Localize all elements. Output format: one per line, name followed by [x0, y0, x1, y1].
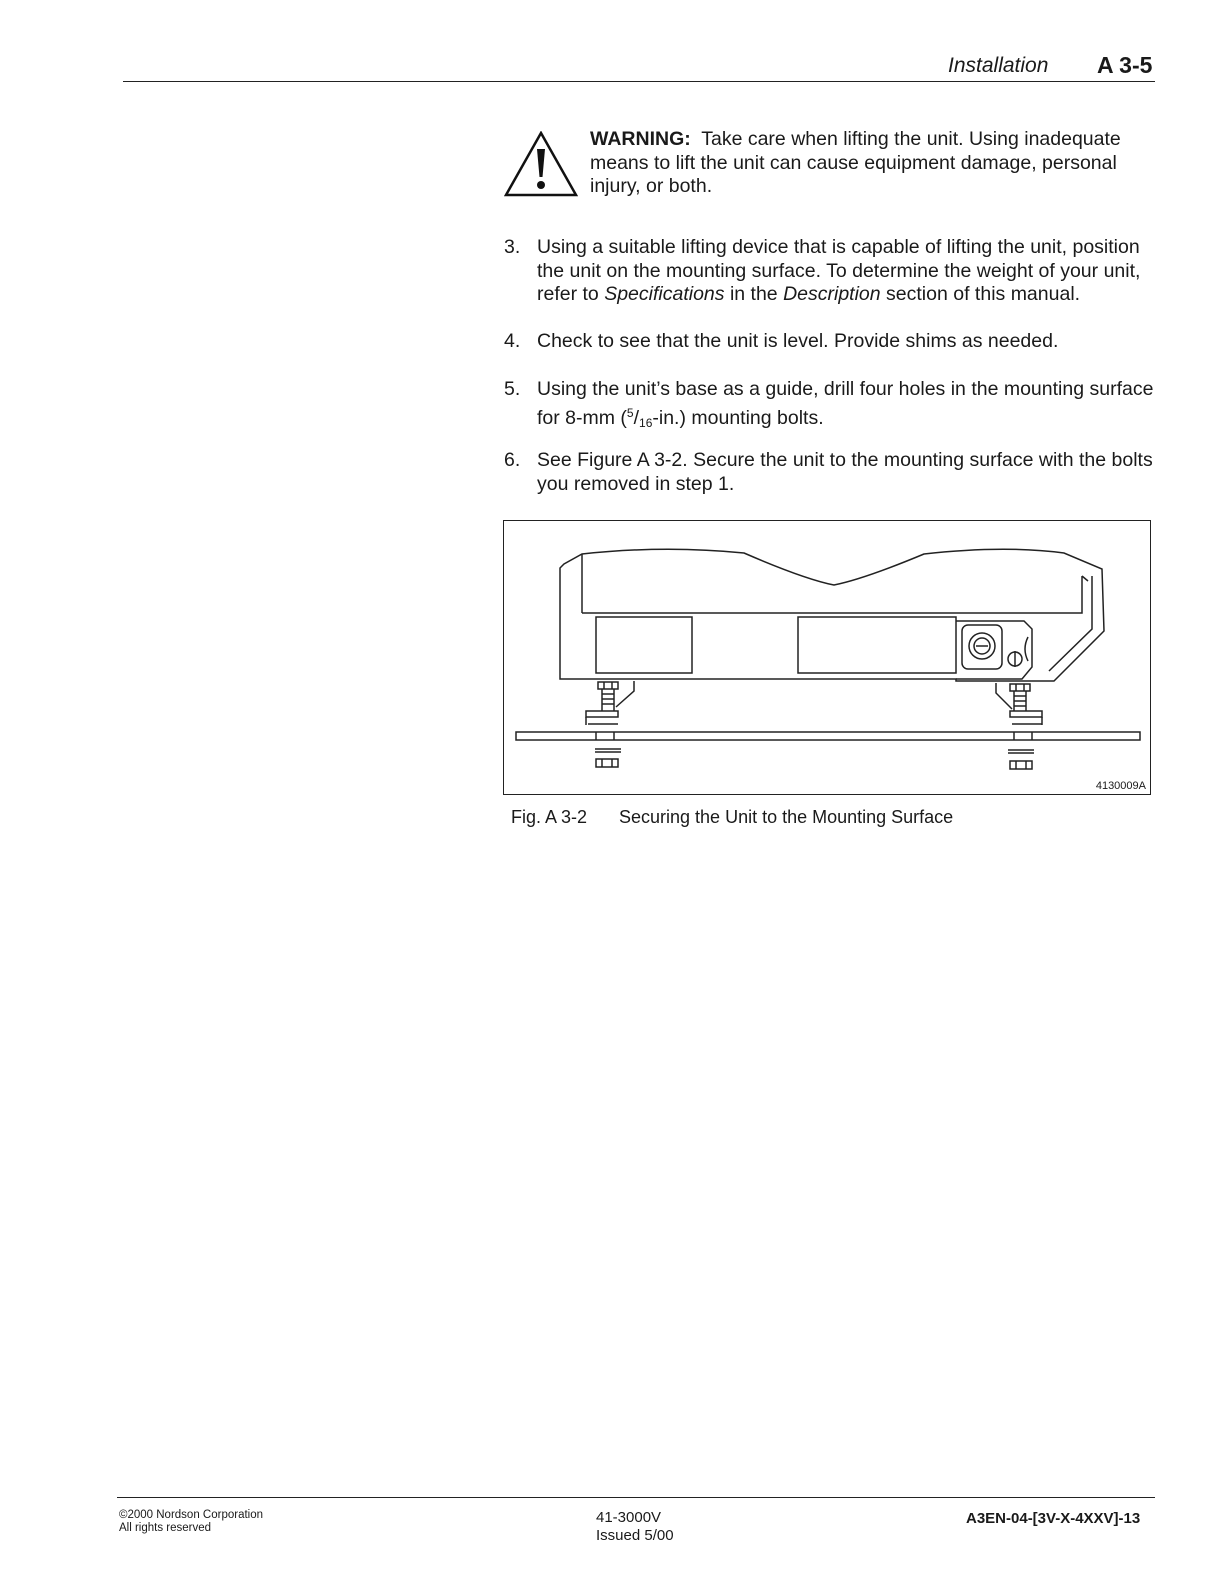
footer-issued: Issued 5/00	[596, 1527, 674, 1544]
step-text: Check to see that the unit is level. Provide shims as needed.	[537, 330, 1059, 352]
step-number: 6.	[504, 449, 521, 471]
figure-caption-label: Fig. A 3-2	[511, 807, 588, 827]
step-text-part: Using a suitable lifting device that is capable of lifting the unit, position the unit on the mounting surface. To determine the weight of your unit, refer to	[537, 236, 1141, 305]
step-text: See Figure A 3-2. Secure the unit to the mounting surface with the bolts you removed in step 1.	[537, 449, 1153, 495]
specifications-ref: Specifications	[604, 283, 725, 305]
figure-box	[503, 520, 1151, 795]
step-6	[504, 449, 1164, 496]
fraction-denominator: 16	[639, 415, 653, 430]
footer-copyright-block	[119, 1509, 263, 1535]
unit-mounting-illustration	[504, 521, 1152, 796]
footer-code: A3EN-04-[3V-X-4XXV]-13	[966, 1510, 1141, 1527]
warning-text	[590, 128, 1155, 199]
footer-doc-number: 41-3000V	[596, 1509, 662, 1526]
figure-id: 4130009A	[1095, 780, 1146, 792]
step-text-part: section of this manual.	[886, 283, 1081, 305]
footer-doc-block	[596, 1509, 674, 1545]
step-text	[537, 378, 1164, 435]
footer-copyright: ©2000 Nordson Corporation	[119, 1509, 264, 1521]
step-number: 3.	[504, 236, 521, 258]
step-text-part: -in.) mounting bolts.	[652, 406, 824, 429]
step-4	[504, 330, 1164, 354]
step-number: 4.	[504, 330, 521, 352]
step-3	[504, 236, 1164, 307]
figure-caption	[511, 807, 953, 828]
header-section-title: Installation	[948, 54, 1049, 77]
figure-caption-text: Securing the Unit to the Mounting Surface	[619, 807, 954, 827]
step-text-part: in the	[729, 283, 778, 305]
header-rule	[123, 81, 1155, 82]
footer-rule	[117, 1497, 1155, 1498]
fraction-separator: /	[633, 406, 640, 429]
header-page-number: A 3-5	[1097, 52, 1153, 78]
warning-message: Take care when lifting the unit. Using inadequate means to lift the unit can cause equipment damage, personal injury, or both.	[590, 128, 1121, 197]
warning-triangle-icon	[504, 131, 578, 197]
step-text-part: Using the unit’s base as a guide, drill four holes in the mounting surface for 8-mm (	[537, 378, 1154, 429]
footer-rights: All rights reserved	[119, 1522, 212, 1534]
step-5	[504, 378, 1164, 435]
step-number: 5.	[504, 378, 521, 400]
warning-label: WARNING:	[590, 128, 691, 150]
fraction-numerator: 5	[626, 405, 634, 420]
description-ref: Description	[783, 283, 881, 305]
step-text	[537, 236, 1164, 307]
